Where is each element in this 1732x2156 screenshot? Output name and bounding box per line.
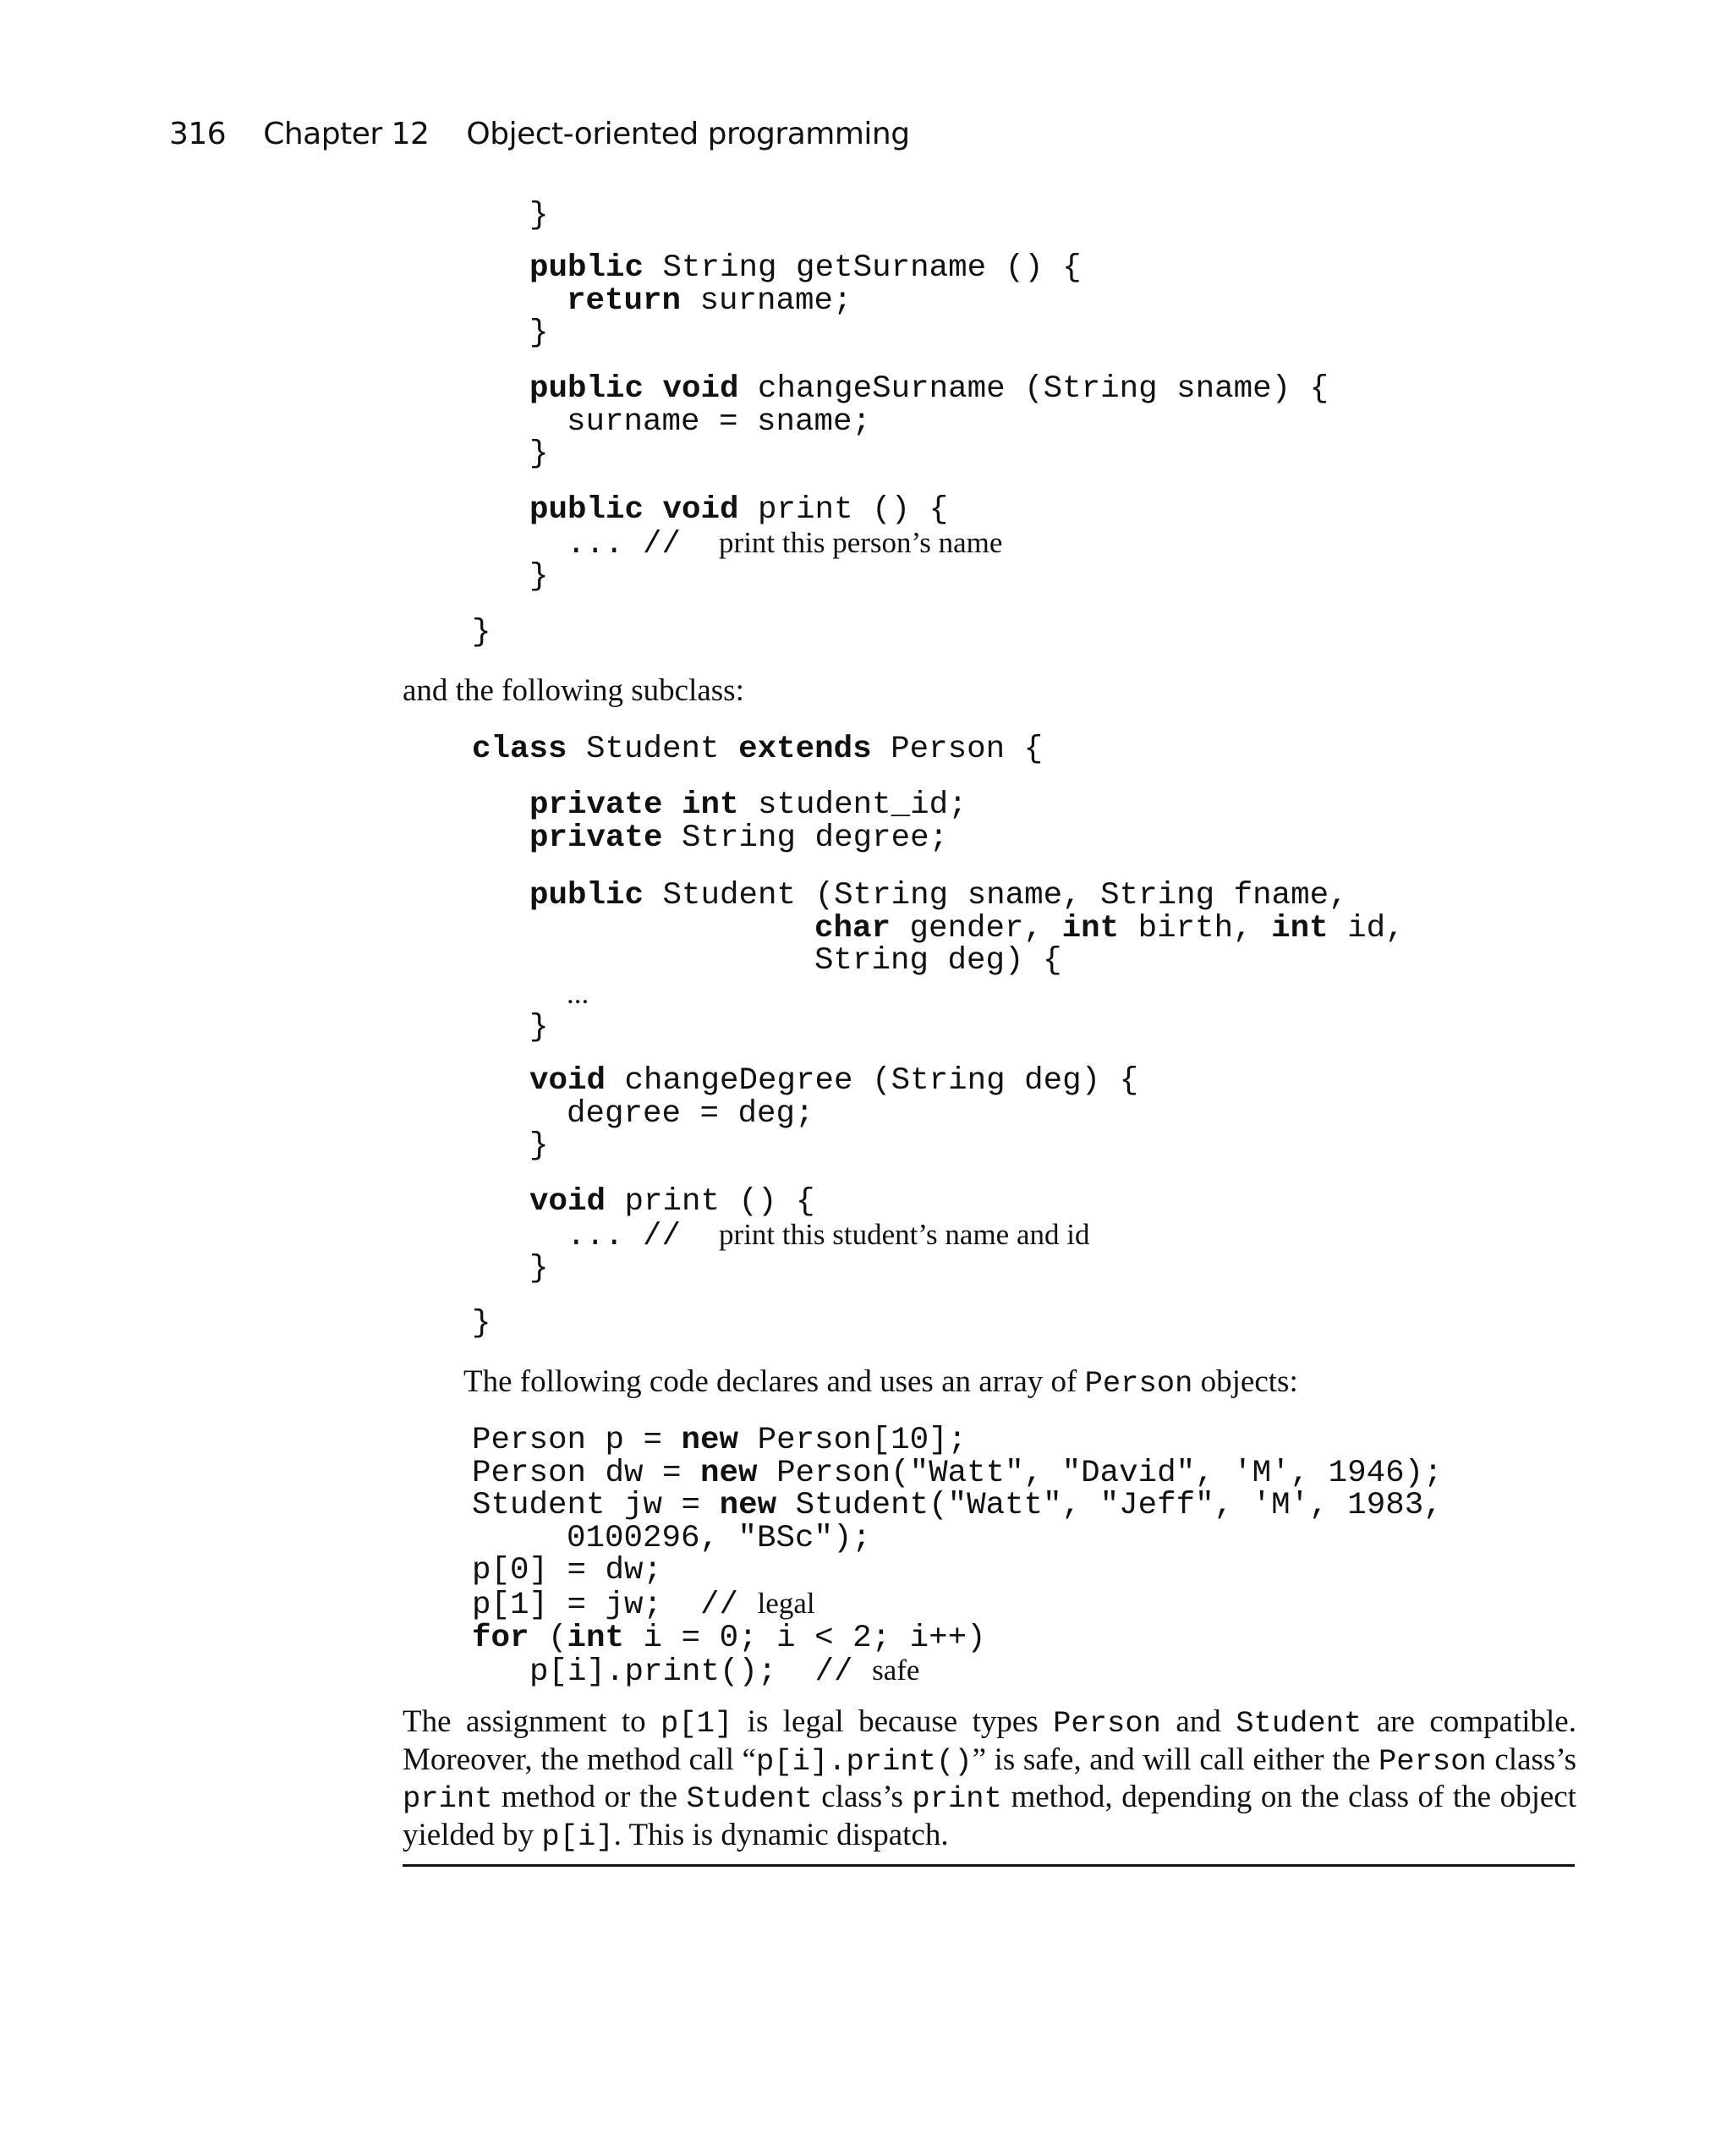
code-line: public Student (String sname, String fname, [529,878,1348,913]
code-line: } [529,198,549,233]
code-block-change-surname [529,373,1329,471]
code-line: public String getSurname () { [529,250,1082,286]
chapter-label: Chapter 12 [263,117,430,151]
code-line: p[0] = dw; [472,1553,663,1589]
code-line: Student jw = new Student("Watt", "Jeff", 'M', 1983, [472,1488,1443,1524]
code-line: 0100296, "BSc"); [567,1520,872,1556]
code-block-student-print [529,1186,1089,1286]
code-block-person-close [472,617,491,650]
code-line: } [529,436,549,473]
section-end-rule [403,1864,1575,1867]
code-line: public void print () { [529,492,949,528]
running-head [169,117,910,151]
code-block-student-close [472,1308,491,1341]
code-line: } [472,615,491,650]
code-line: return surname; [567,283,852,319]
code-line: } [529,1251,549,1287]
paragraph-subclass-intro: and the following subclass: [403,673,744,708]
code-line: surname = sname; [567,403,872,440]
code-line: private String degree; [529,820,949,856]
code-line: } [529,559,549,595]
code-line: void changeDegree (String deg) { [529,1063,1139,1099]
code-line: ... // print this person’s name [567,525,1003,562]
paragraph-dynamic-dispatch: The assignment to p[1] is legal because types Person and Student are compatible. Moreover, the method call “p[i].print()” is safe, and will call either the Person class’s print method or the Student class’s print method, depending on the class of the object yielded by p[i]. This is dynamic dispatch. [403,1704,1577,1854]
code-line: Person p = new Person[10]; [472,1423,967,1458]
code-line: String deg) { [814,943,1062,979]
code-block-student-fields [529,789,967,854]
code-block-student-constructor [529,880,1405,1045]
code-line: } [529,1128,549,1165]
code-line: ... // print this student’s name and id [567,1217,1090,1254]
code-block-student-header [472,733,1043,766]
code-line: } [529,315,549,352]
code-line: degree = deg; [567,1095,814,1132]
page-number: 316 [169,117,227,151]
code-line: void print () { [529,1184,815,1220]
code-line: ... [567,976,589,1010]
paragraph-array-intro: The following code declares and uses an array of Person objects: [463,1364,1298,1401]
code-line: class Student extends Person { [472,732,1044,767]
code-line: } [529,1010,549,1046]
code-line: private int student_id; [529,787,967,823]
code-line: } [472,1306,491,1341]
code-block-person-print [529,494,1002,594]
code-block-array-usage [472,1424,1443,1689]
code-line: Person dw = new Person("Watt", "David", 'M', 1946); [472,1455,1443,1491]
code-line: p[i].print(); // safe [529,1654,920,1691]
code-block-get-surname [529,252,1082,350]
code-line: char gender, int birth, int id, [814,910,1405,946]
code-line: for (int i = 0; i < 2; i++) [472,1620,986,1656]
code-block-change-degree [529,1065,1138,1163]
code-line: public void changeSurname (String sname) { [529,371,1329,407]
code-line: p[1] = jw; // legal [472,1586,815,1623]
chapter-title: Object-oriented programming [466,117,910,151]
code-block-person-brace-open [529,200,549,233]
